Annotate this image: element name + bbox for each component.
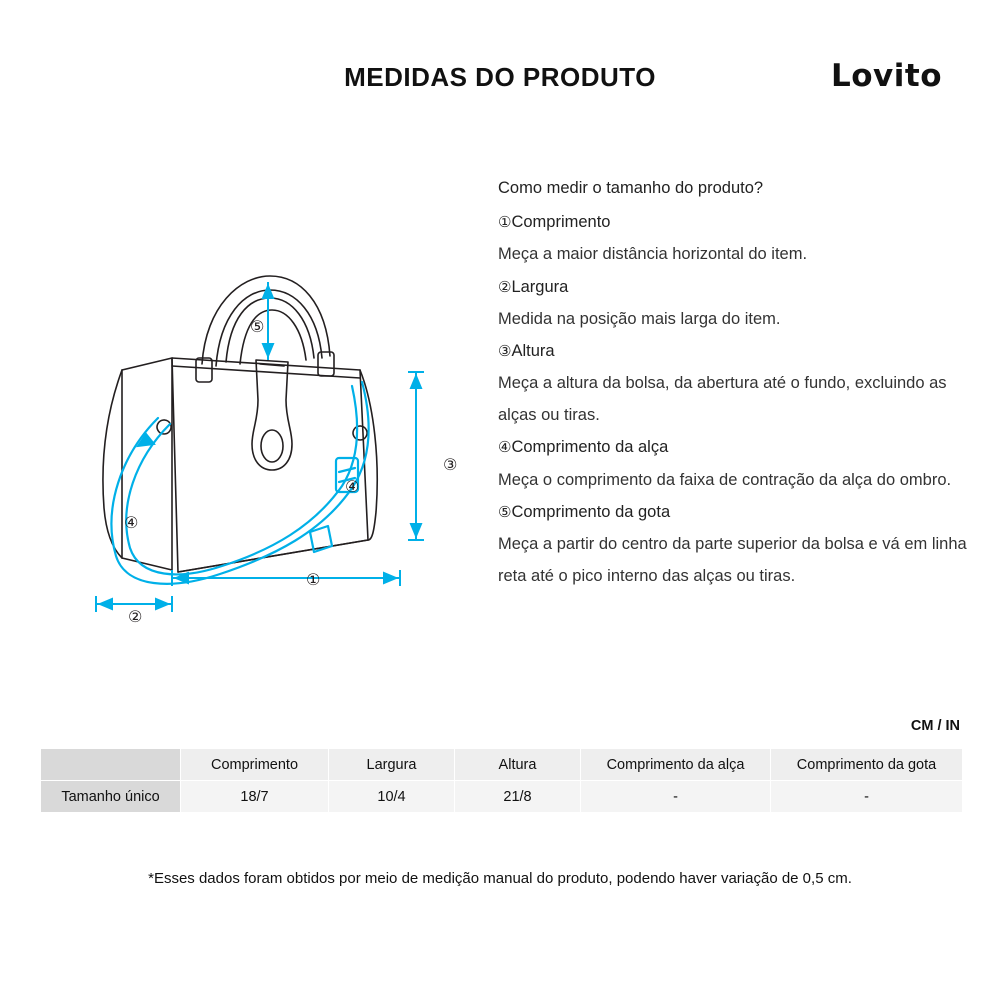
table-header-comprimento-gota: Comprimento da gota xyxy=(771,749,963,781)
instruction-3-number: ③ xyxy=(498,341,512,360)
table-cell-comprimento-alca: - xyxy=(581,781,771,813)
instruction-item-2 xyxy=(498,271,968,335)
table-header-row xyxy=(41,749,963,781)
table-header-comprimento-alca: Comprimento da alça xyxy=(581,749,771,781)
table-cell-altura: 21/8 xyxy=(455,781,581,813)
callout-3-text: ③ xyxy=(443,455,458,474)
instruction-item-3 xyxy=(498,335,968,432)
table-header-altura: Altura xyxy=(455,749,581,781)
instruction-3-desc: Meça a altura da bolsa, da abertura até o fundo, excluindo as alças ou tiras. xyxy=(498,374,947,425)
table-row-label: Tamanho único xyxy=(41,781,181,813)
table-cell-comprimento-gota: - xyxy=(771,781,963,813)
size-table xyxy=(40,748,963,813)
instruction-1-title: Comprimento xyxy=(511,213,611,232)
instruction-2-desc: Medida na posição mais larga do item. xyxy=(498,309,781,328)
instruction-4-title: Comprimento da alça xyxy=(511,438,669,457)
callout-1-text: ① xyxy=(306,570,321,589)
table-row xyxy=(41,781,963,813)
instruction-1-number: ① xyxy=(498,213,512,232)
table-header-largura: Largura xyxy=(329,749,455,781)
table-cell-largura: 10/4 xyxy=(329,781,455,813)
instruction-3-title: Altura xyxy=(511,341,555,360)
instructions-block xyxy=(498,172,968,592)
handbag-diagram xyxy=(60,240,490,660)
size-table-wrapper xyxy=(40,748,962,813)
instruction-4-number: ④ xyxy=(498,438,512,457)
brand-logo: Lovito xyxy=(830,58,942,94)
instruction-item-4 xyxy=(498,431,968,495)
callout-5-text: ⑤ xyxy=(250,317,265,336)
instruction-item-5 xyxy=(498,496,968,593)
instruction-5-title: Comprimento da gota xyxy=(511,502,671,521)
callout-4-body-text: ④ xyxy=(124,513,139,532)
instruction-2-title: Largura xyxy=(511,277,569,296)
page-title: MEDIDAS DO PRODUTO xyxy=(344,62,656,92)
instruction-4-desc: Meça o comprimento da faixa de contração da alça do ombro. xyxy=(498,470,952,489)
instruction-2-number: ② xyxy=(498,277,512,296)
instruction-5-number: ⑤ xyxy=(498,502,512,521)
instruction-1-desc: Meça a maior distância horizontal do item. xyxy=(498,245,808,264)
instructions-heading: Como medir o tamanho do produto? xyxy=(498,179,764,197)
footnote: *Esses dados foram obtidos por meio de medição manual do produto, podendo haver variação de 0,5 cm. xyxy=(148,870,852,887)
units-label: CM / IN xyxy=(910,718,960,734)
table-cell-comprimento: 18/7 xyxy=(181,781,329,813)
instruction-5-desc: Meça a partir do centro da parte superior da bolsa e vá em linha reta até o pico interno das alças ou tiras. xyxy=(498,534,967,586)
callout-4-strap-text: ④ xyxy=(345,477,360,496)
instruction-item-1 xyxy=(498,206,968,270)
callout-2-text: ② xyxy=(128,607,143,626)
table-corner-cell xyxy=(41,749,181,781)
header xyxy=(0,0,1000,120)
table-header-comprimento: Comprimento xyxy=(181,749,329,781)
